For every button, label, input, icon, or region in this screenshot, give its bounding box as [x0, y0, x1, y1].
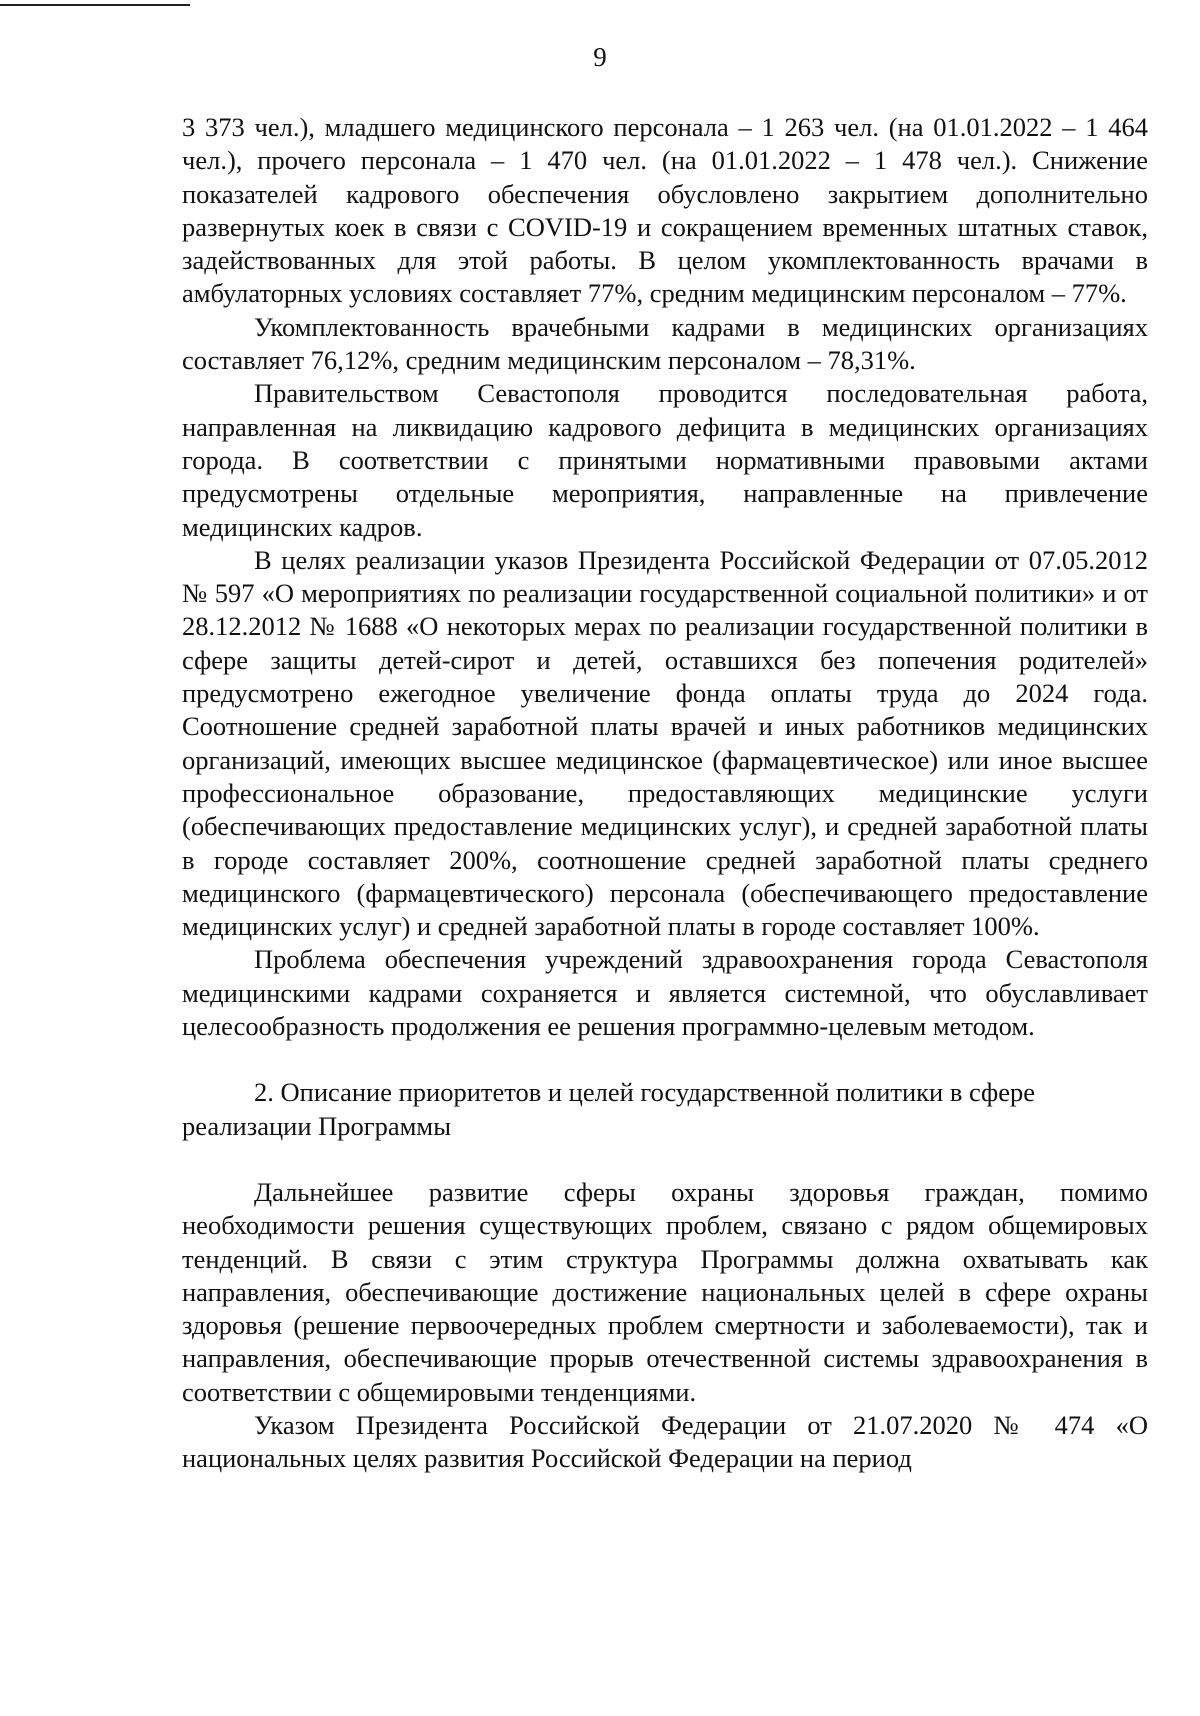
section-heading: 2. Описание приоритетов и целей государственной политики в сфере реализации Программы	[182, 1077, 1035, 1141]
paragraph-healthcare-development: Дальнейшее развитие сферы охраны здоровья граждан, помимо необходимости решения существующих проблем, связано с рядом общемировых тенденций. В связи с этим структура Программы должна охватывать как направления, обеспечивающие достижение национальных целей в сфере охраны здоровья (решение первоочередных проблем смертности и заболеваемости), так и направления, обеспечивающие прорыв отечественной системы здравоохранения в соответствии с общемировыми тенденциями.	[182, 1176, 1148, 1407]
paragraph-national-goals-decree: Указом Президента Российской Федерации от 21.07.2020 № 474 «О национальных целях развития Российской Федерации на период	[182, 1409, 1148, 1474]
paragraph-presidential-decrees: В целях реализации указов Президента Российской Федерации от 07.05.2012 № 597 «О мероприятиях по реализации государственной социальной политики» и от 28.12.2012 № 1688 «О некоторых мерах по реализации государственной политики в сфере защиты детей-сирот и детей, оставшихся без попечения родителей» предусмотрено ежегодное увеличение фонда оплаты труда до 2024 года. Соотношение средней заработной платы врачей и иных работников медицинских организаций, имеющих высшее медицинское (фармацевтическое) или иное высшее профессиональное образование, предоставляющих медицинские услуги (обеспечивающих предоставление медицинских услуг), и средней заработной платы в городе составляет 200%, соотношение средней заработной платы среднего медицинского (фармацевтического) персонала (обеспечивающего предоставление медицинских услуг) и средней заработной платы в городе составляет 100%.	[182, 544, 1148, 942]
scan-edge-mark	[0, 4, 190, 6]
paragraph-staffing-rate: Укомплектованность врачебными кадрами в медицинских организациях составляет 76,12%, средним медицинским персоналом – 78,31%.	[182, 311, 1148, 376]
paragraph-staffing-continuation: 3 373 чел.), младшего медицинского персонала – 1 263 чел. (на 01.01.2022 – 1 464 чел.), прочего персонала – 1 470 чел. (на 01.01.2022 – 1 478 чел.). Снижение показателей кадрового обеспечения обусловлено закрытием дополнительно развернутых коек в связи с COVID-19 и сокращением временных штатных ставок, задействованных для этой работы. В целом укомплектованность врачами в амбулаторных условиях составляет 77%, средним медицинским персоналом – 77%.	[182, 112, 1148, 309]
paragraph-staffing-problem: Проблема обеспечения учреждений здравоохранения города Севастополя медицинскими кадрами сохраняется и является системной, что обуславливает целесообразность продолжения ее решения программно-целевым методом.	[182, 944, 1148, 1042]
document-body	[182, 111, 1148, 1476]
page-number: 9	[593, 42, 607, 72]
paragraph-government-work: Правительством Севастополя проводится последовательная работа, направленная на ликвидацию кадрового дефицита в медицинских организациях города. В соответствии с принятыми нормативными правовыми актами предусмотрены отдельные мероприятия, направленные на привлечение медицинских кадров.	[182, 378, 1148, 542]
